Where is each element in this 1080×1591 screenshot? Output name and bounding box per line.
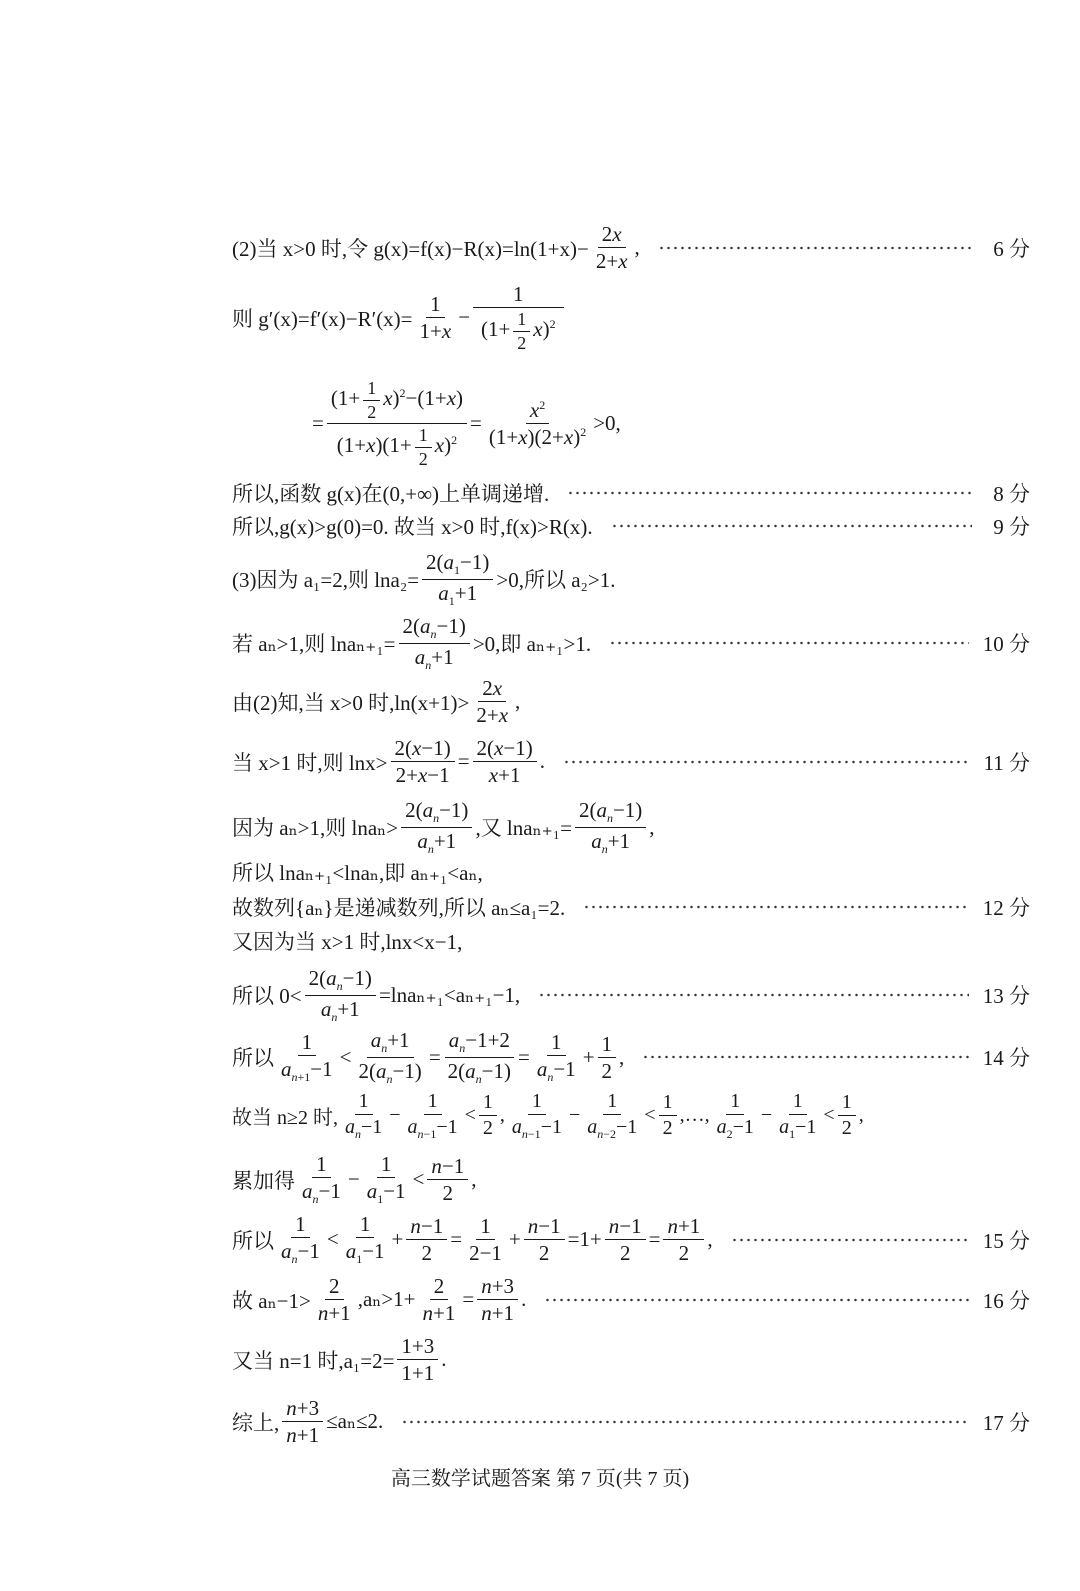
because-line [232, 798, 1030, 857]
so-0-tail: =lnaₙ₊₁<aₙ₊₁−1, [378, 982, 521, 1007]
monotone-text: 所以,函数 g(x)在(0,+∞)上单调递增. [232, 482, 550, 506]
hence-expression: 故 aₙ−1> $\frac{2}{n+1}$ ,aₙ>1+ $\frac{2}{n+1}$ = $\frac{n+3}{n+1}$ . [232, 1274, 527, 1326]
decreasing-text: 故数列{aₙ}是递减数列,所以 aₙ≤a₁=2. [232, 896, 566, 920]
derivative-line [232, 282, 1030, 354]
so-frac-line [232, 1028, 1030, 1087]
score-12: 12 分 [982, 896, 1030, 920]
when-n2-lead: 故当 n≥2 时, [232, 1107, 338, 1130]
because-expression: 因为 aₙ>1,则 lnaₙ> $\frac{2(a_n-1)}{a_n+1}$ ,又 lnaₙ₊₁= $\frac{2(a_n-1)}{a_n+1}$ , [232, 798, 655, 857]
score-16: 16 分 [982, 1288, 1030, 1313]
sum-line [232, 1152, 1030, 1207]
so-lead2: 所以 [232, 1228, 274, 1253]
so-0-expression: 所以 0< $\frac{2(a_n-1)}{a_n+1}$ =lnaₙ₊₁<aₙ₊₁−1, [232, 966, 521, 1025]
leader-dots [642, 1055, 968, 1059]
so-0-line [232, 966, 1030, 1025]
leader-dots [609, 641, 969, 645]
summary-tail: ≤aₙ≤2. [326, 1409, 384, 1434]
induct-lead: 若 aₙ>1,则 lnaₙ₊₁= [232, 632, 396, 657]
leader-dots [567, 491, 972, 495]
score-15: 15 分 [982, 1228, 1030, 1253]
summary-expression: 综上, $\frac{n+3}{n+1}$ ≤aₙ≤2. [232, 1396, 384, 1448]
leader-dots [538, 993, 969, 997]
conclusion2-text: 所以,g(x)>g(0)=0. 故当 x>0 时,f(x)>R(x). [232, 515, 593, 539]
so-bound-expression: 所以 $\frac{1}{a_n-1}$ < $\frac{1}{a_1-1}$ + $\frac{n-1}{2}$ = $\frac{1}{2-1}$ + $\frac{n-1}{2}$ =1+ $\frac{n-1}{2}$ = $\frac{n+1}{2}$ , [232, 1212, 713, 1267]
page-footer: 高三数学试题答案 第 7 页(共 7 页) [390, 1468, 690, 1490]
when-x1-expression: 当 x>1 时,则 lnx> $\frac{2(x-1)}{2+x-1}$ = $\frac{2(x-1)}{x+1}$ . [232, 736, 545, 788]
when-n2-line [232, 1090, 1030, 1142]
part3-expression: (3)因为 a₁=2,则 lna₂= $\frac{2(a_1-1)}{a_1+1}$ >0,所以 a₂>1. [232, 550, 616, 609]
part3-lead: (3)因为 a₁=2,则 lna₂= [232, 568, 420, 593]
leader-dots [731, 1238, 969, 1242]
from2-lead: 由(2)知,当 x>0 时,ln(x+1)> [232, 690, 470, 715]
from2-line [232, 676, 1030, 727]
part2-expression: (2)当 x>0 时,令 g(x)=f(x)−R(x)=ln(1+x)− $\frac{2x}{2+x}$ , [232, 222, 640, 274]
part3-line [232, 550, 1030, 609]
score-8: 8 分 [993, 482, 1030, 506]
n1-expression: 又当 n=1 时,a₁=2= $\frac{1+3}{1+1}$ . [232, 1334, 447, 1386]
when-x1-line [232, 736, 1030, 787]
monotone-line [232, 478, 1030, 508]
score-17: 17 分 [982, 1410, 1030, 1435]
because-mid: ,又 lnaₙ₊₁= [475, 816, 572, 841]
so-lead: 所以 [232, 1046, 274, 1071]
from2-expression: 由(2)知,当 x>0 时,ln(x+1)> $\frac{2x}{2+x}$ , [232, 676, 521, 728]
sum-expression: 累加得 $\frac{1}{a_n-1}$ − $\frac{1}{a_1-1}$ < $\frac{n-1}{2}$ , [232, 1152, 477, 1207]
leader-dots [401, 1420, 968, 1424]
leader-dots [563, 760, 970, 764]
again-text: 又因为当 x>1 时,lnx<x−1, [232, 930, 463, 954]
part2-cond: x>0 时,令 g(x)=f(x)−R(x)=ln(1+x)− [282, 236, 589, 261]
derivative-simplified-expression: = (1+ $\frac{1}{2}$ x)$^2$−(1+x) (1+x)(1+ $\frac{1}{2}$ x)$^2$ = $\frac{x^2}{(1+x)(2+x)^2}$ >0, [312, 378, 621, 470]
so-frac-expression: 所以 $\frac{1}{a_{n+1}-1}$ < $\frac{a_n+1}{2(a_n-1)}$ = $\frac{a_n-1+2}{2(a_n-1)}$ = $\frac{1}{a_n-1}$ + $\frac{1}{2}$ , [232, 1028, 625, 1087]
so-bound-line [232, 1212, 1030, 1267]
when-n2-expression: 故当 n≥2 时, $\frac{1}{a_n-1}$ − $\frac{1}{a_{n-1}-1}$ < $\frac{1}{2}$ , $\frac{1}{a_{n-1}-1}$ − $\frac{1}{a_{n-2}-1}$ < $\frac{1}{2}$ ,…, $\frac{1}{a_2-1}$ − $\frac{1}{a_1-1}$ < $\frac{1}{2}$ , [232, 1090, 864, 1141]
leader-dots [583, 905, 969, 909]
summary-lead: 综上, [232, 1410, 280, 1435]
so-0-lead: 所以 0< [232, 984, 302, 1009]
score-6: 6 分 [993, 236, 1030, 261]
n1-line [232, 1334, 1030, 1385]
score-9: 9 分 [993, 515, 1030, 539]
hence-mid: ,aₙ>1+ [357, 1287, 416, 1312]
induct-tail: >0,即 aₙ₊₁>1. [472, 632, 592, 657]
leader-dots [544, 1298, 968, 1302]
derivative-lead: 则 g′(x)=f′(x)−R′(x)= [232, 306, 413, 331]
sum-lead: 累加得 [232, 1168, 295, 1193]
part2-line [232, 222, 1030, 273]
because-lead: 因为 aₙ>1,则 lnaₙ> [232, 816, 399, 841]
score-11: 11 分 [983, 750, 1030, 775]
n1-text: 又当 n=1 时,a₁=2= [232, 1348, 395, 1373]
again-line [232, 926, 1030, 956]
part3-tail: >0,所以 a₂>1. [496, 568, 616, 593]
derivative-expression: 则 g′(x)=f′(x)−R′(x)= $\frac{1}{1+x}$ − 1 (1+ $\frac{1}{2}$ x)$^2$ [232, 282, 567, 354]
score-10: 10 分 [982, 632, 1030, 657]
frac-2x-over-2px: $\frac{2x}{2+x}$ [595, 222, 628, 274]
induct-line [232, 614, 1030, 673]
score-14: 14 分 [982, 1046, 1030, 1071]
conclusion2-line [232, 511, 1030, 541]
induct-expression: 若 aₙ>1,则 lnaₙ₊₁= $\frac{2(a_n-1)}{a_n+1}$ >0,即 aₙ₊₁>1. [232, 614, 592, 673]
decreasing-line [232, 892, 1030, 922]
summary-line [232, 1396, 1030, 1447]
hence-lead: 故 aₙ−1> [232, 1288, 311, 1313]
when-x1-lead: 当 x>1 时,则 lnx> [232, 750, 388, 775]
derivative-simplified [312, 378, 1030, 470]
so-ln-text: 所以 lnaₙ₊₁<lnaₙ,即 aₙ₊₁<aₙ, [232, 861, 483, 885]
leader-dots [611, 524, 972, 528]
so-ln-line [232, 857, 1030, 887]
hence-line [232, 1274, 1030, 1325]
score-13: 13 分 [982, 984, 1030, 1009]
leader-dots [658, 246, 972, 250]
part2-lead: (2)当 [232, 236, 278, 261]
